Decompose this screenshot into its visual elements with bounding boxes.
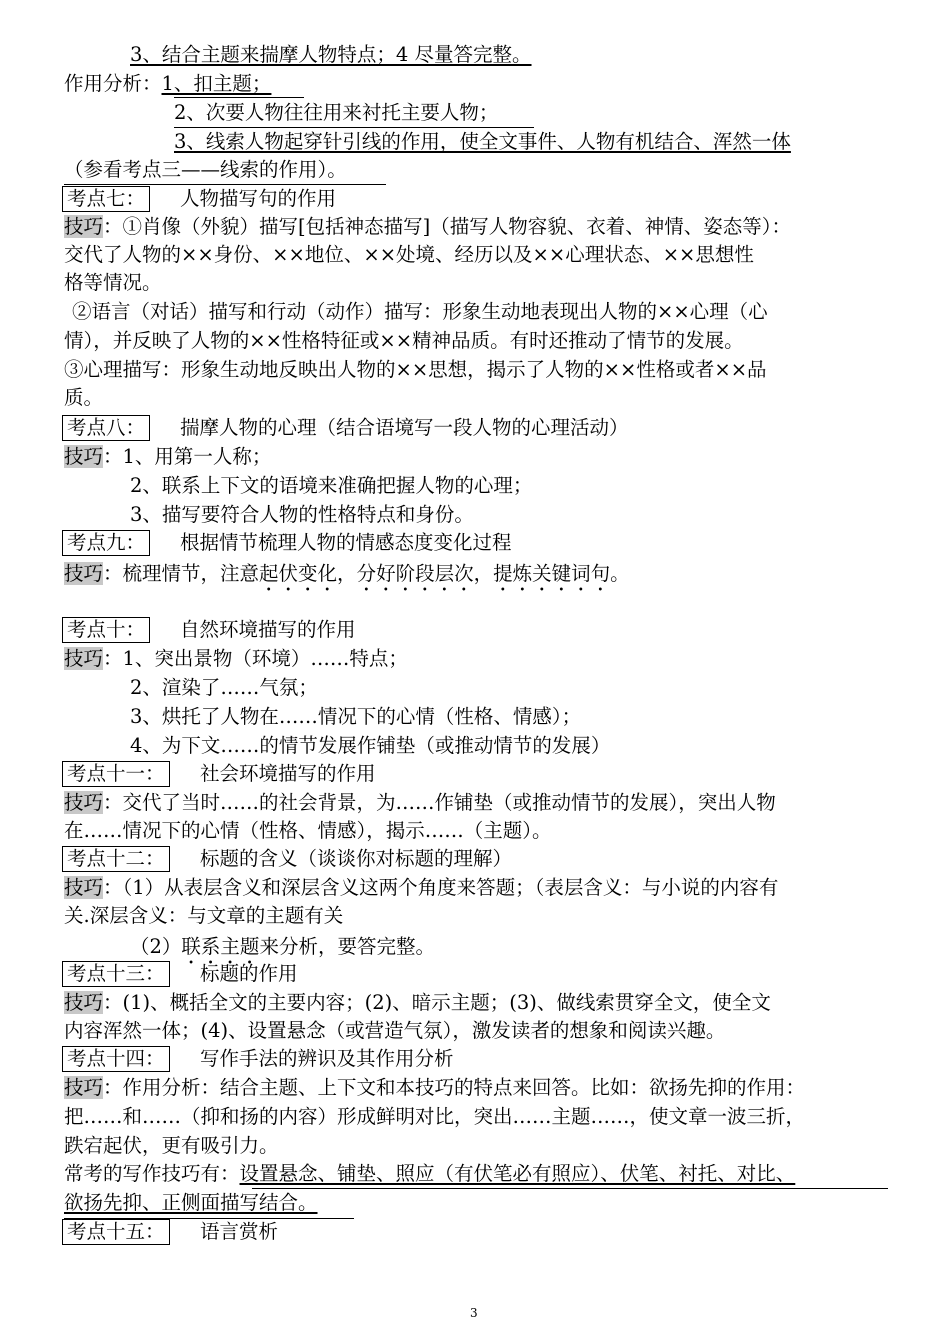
- text-line: 常考的写作技巧有：设置悬念、铺垫、照应（有伏笔必有照应）、伏笔、衬托、对比、: [64, 1162, 796, 1185]
- section-title: 揣摩人物的心理（结合语境写一段人物的心理活动）: [180, 416, 629, 439]
- page-number: 3: [470, 1306, 478, 1320]
- section-title: 语言赏析: [200, 1220, 279, 1243]
- section-title: 社会环境描写的作用: [200, 762, 376, 785]
- text-line: 技巧：①肖像（外貌）描写[包括神态描写]（描写人物容貌、衣着、神情、姿态等）：: [64, 215, 791, 238]
- section-label-box: 考点十一：: [62, 761, 170, 787]
- text-line: 质。: [64, 386, 104, 409]
- text-line: （2）联系主题来分析，要答完整。: [130, 935, 435, 958]
- section-label-box: 考点十四：: [62, 1046, 170, 1072]
- underline-rule: [252, 1188, 888, 1189]
- text-line: 跌宕起伏，更有吸引力。: [64, 1134, 279, 1157]
- technique-highlight: 技巧: [64, 791, 104, 814]
- section-title: 根据情节梳理人物的情感态度变化过程: [180, 531, 512, 554]
- text-line: 作用分析：1、扣主题；: [64, 72, 272, 95]
- list-item: 3、描写要符合人物的性格特点和身份。: [130, 503, 474, 526]
- section-label-box: 考点八：: [62, 415, 150, 441]
- section-label-box: 考点十三：: [62, 961, 170, 987]
- list-item: 2、渲染了……气氛；: [130, 676, 318, 699]
- section-title: 标题的作用: [200, 962, 298, 985]
- emphasis-dots: 起伏变化: [259, 562, 338, 585]
- technique-highlight: 技巧: [64, 562, 104, 585]
- technique-highlight: 技巧: [64, 445, 104, 468]
- text-line: 关.深层含义：与文章的主题有关: [64, 904, 344, 927]
- underline-rule: [174, 97, 304, 98]
- text-line: 2、次要人物往往用来衬托主要人物；: [174, 101, 499, 124]
- text-line: ③心理描写：形象生动地反映出人物的××思想，揭示了人物的××性格或者××品: [64, 358, 767, 381]
- section-title: 标题的含义（谈谈你对标题的理解）: [200, 847, 513, 870]
- technique-highlight: 技巧: [64, 1076, 104, 1099]
- text-line: （参看考点三——线索的作用）。: [64, 158, 347, 181]
- technique-highlight: 技巧: [64, 876, 104, 899]
- section-label-box: 考点七：: [62, 186, 150, 212]
- text-line: 情），并反映了人物的××性格特征或××精神品质。有时还推动了情节的发展。: [64, 329, 744, 352]
- underline-rule: [174, 127, 534, 128]
- emphasis-dots: 联系主题: [181, 935, 260, 958]
- text-line: 技巧：1、突出景物（环境）……特点；: [64, 647, 408, 670]
- text-line: 技巧：作用分析：结合主题、上下文和本技巧的特点来回答。比如：欲扬先抑的作用：: [64, 1076, 806, 1099]
- text-line: 技巧：1、用第一人称；: [64, 445, 272, 468]
- section-label-box: 考点九：: [62, 530, 150, 556]
- list-item: 3、烘托了人物在……情况下的心情（性格、情感）；: [130, 705, 582, 728]
- technique-highlight: 技巧: [64, 647, 104, 670]
- text-line: 技巧：梳理情节，注意起伏变化，分好阶段层次，提炼关键词句。: [64, 562, 630, 585]
- text-line: 3、结合主题来揣摩人物特点；4 尽量答完整。: [130, 43, 532, 66]
- text-line: 技巧：(1)、概括全文的主要内容；(2)、暗示主题；(3)、做线索贯穿全文，使全文: [64, 991, 771, 1014]
- technique-highlight: 技巧: [64, 215, 104, 238]
- technique-highlight: 技巧: [64, 991, 104, 1014]
- text-line: 格等情况。: [64, 271, 162, 294]
- section-title: 自然环境描写的作用: [180, 618, 356, 641]
- section-label-box: 考点十五：: [62, 1219, 170, 1245]
- list-item: 4、为下文……的情节发展作铺垫（或推动情节的发展）: [130, 734, 611, 757]
- section-label-box: 考点十二：: [62, 846, 170, 872]
- section-title: 写作手法的辨识及其作用分析: [200, 1047, 454, 1070]
- list-item: 2、联系上下文的语境来准确把握人物的心理；: [130, 474, 533, 497]
- text-line: 在……情况下的心情（性格、情感），揭示……（主题）。: [64, 819, 552, 842]
- text-line: 欲扬先抑、正侧面描写结合。: [64, 1191, 318, 1214]
- text-line: 技巧：交代了当时……的社会背景，为……作铺垫（或推动情节的发展），突出人物: [64, 791, 776, 814]
- text-line: 技巧：（1）从表层含义和深层含义这两个角度来答题；（表层含义：与小说的内容有: [64, 876, 779, 899]
- emphasis-dots: 分好阶段层次: [356, 562, 474, 585]
- emphasis-dots: 提炼关键词句: [493, 562, 611, 585]
- section-label-box: 考点十：: [62, 617, 150, 643]
- text-line: 3、线索人物起穿针引线的作用，使全文事件、人物有机结合、浑然一体: [174, 130, 791, 153]
- text-line: 内容浑然一体；(4)、设置悬念（或营造气氛），激发读者的想象和阅读兴趣。: [64, 1019, 726, 1042]
- text-line: ②语言（对话）描写和行动（动作）描写：形象生动地表现出人物的××心理（心: [72, 300, 768, 323]
- text-line: 交代了人物的××身份、××地位、××处境、经历以及××心理状态、××思想性: [64, 243, 754, 266]
- underline-rule: [64, 184, 386, 185]
- text-line: 把……和……（抑和扬的内容）形成鲜明对比，突出……主题……，使文章一波三折，: [64, 1105, 806, 1128]
- section-title: 人物描写句的作用: [180, 187, 337, 210]
